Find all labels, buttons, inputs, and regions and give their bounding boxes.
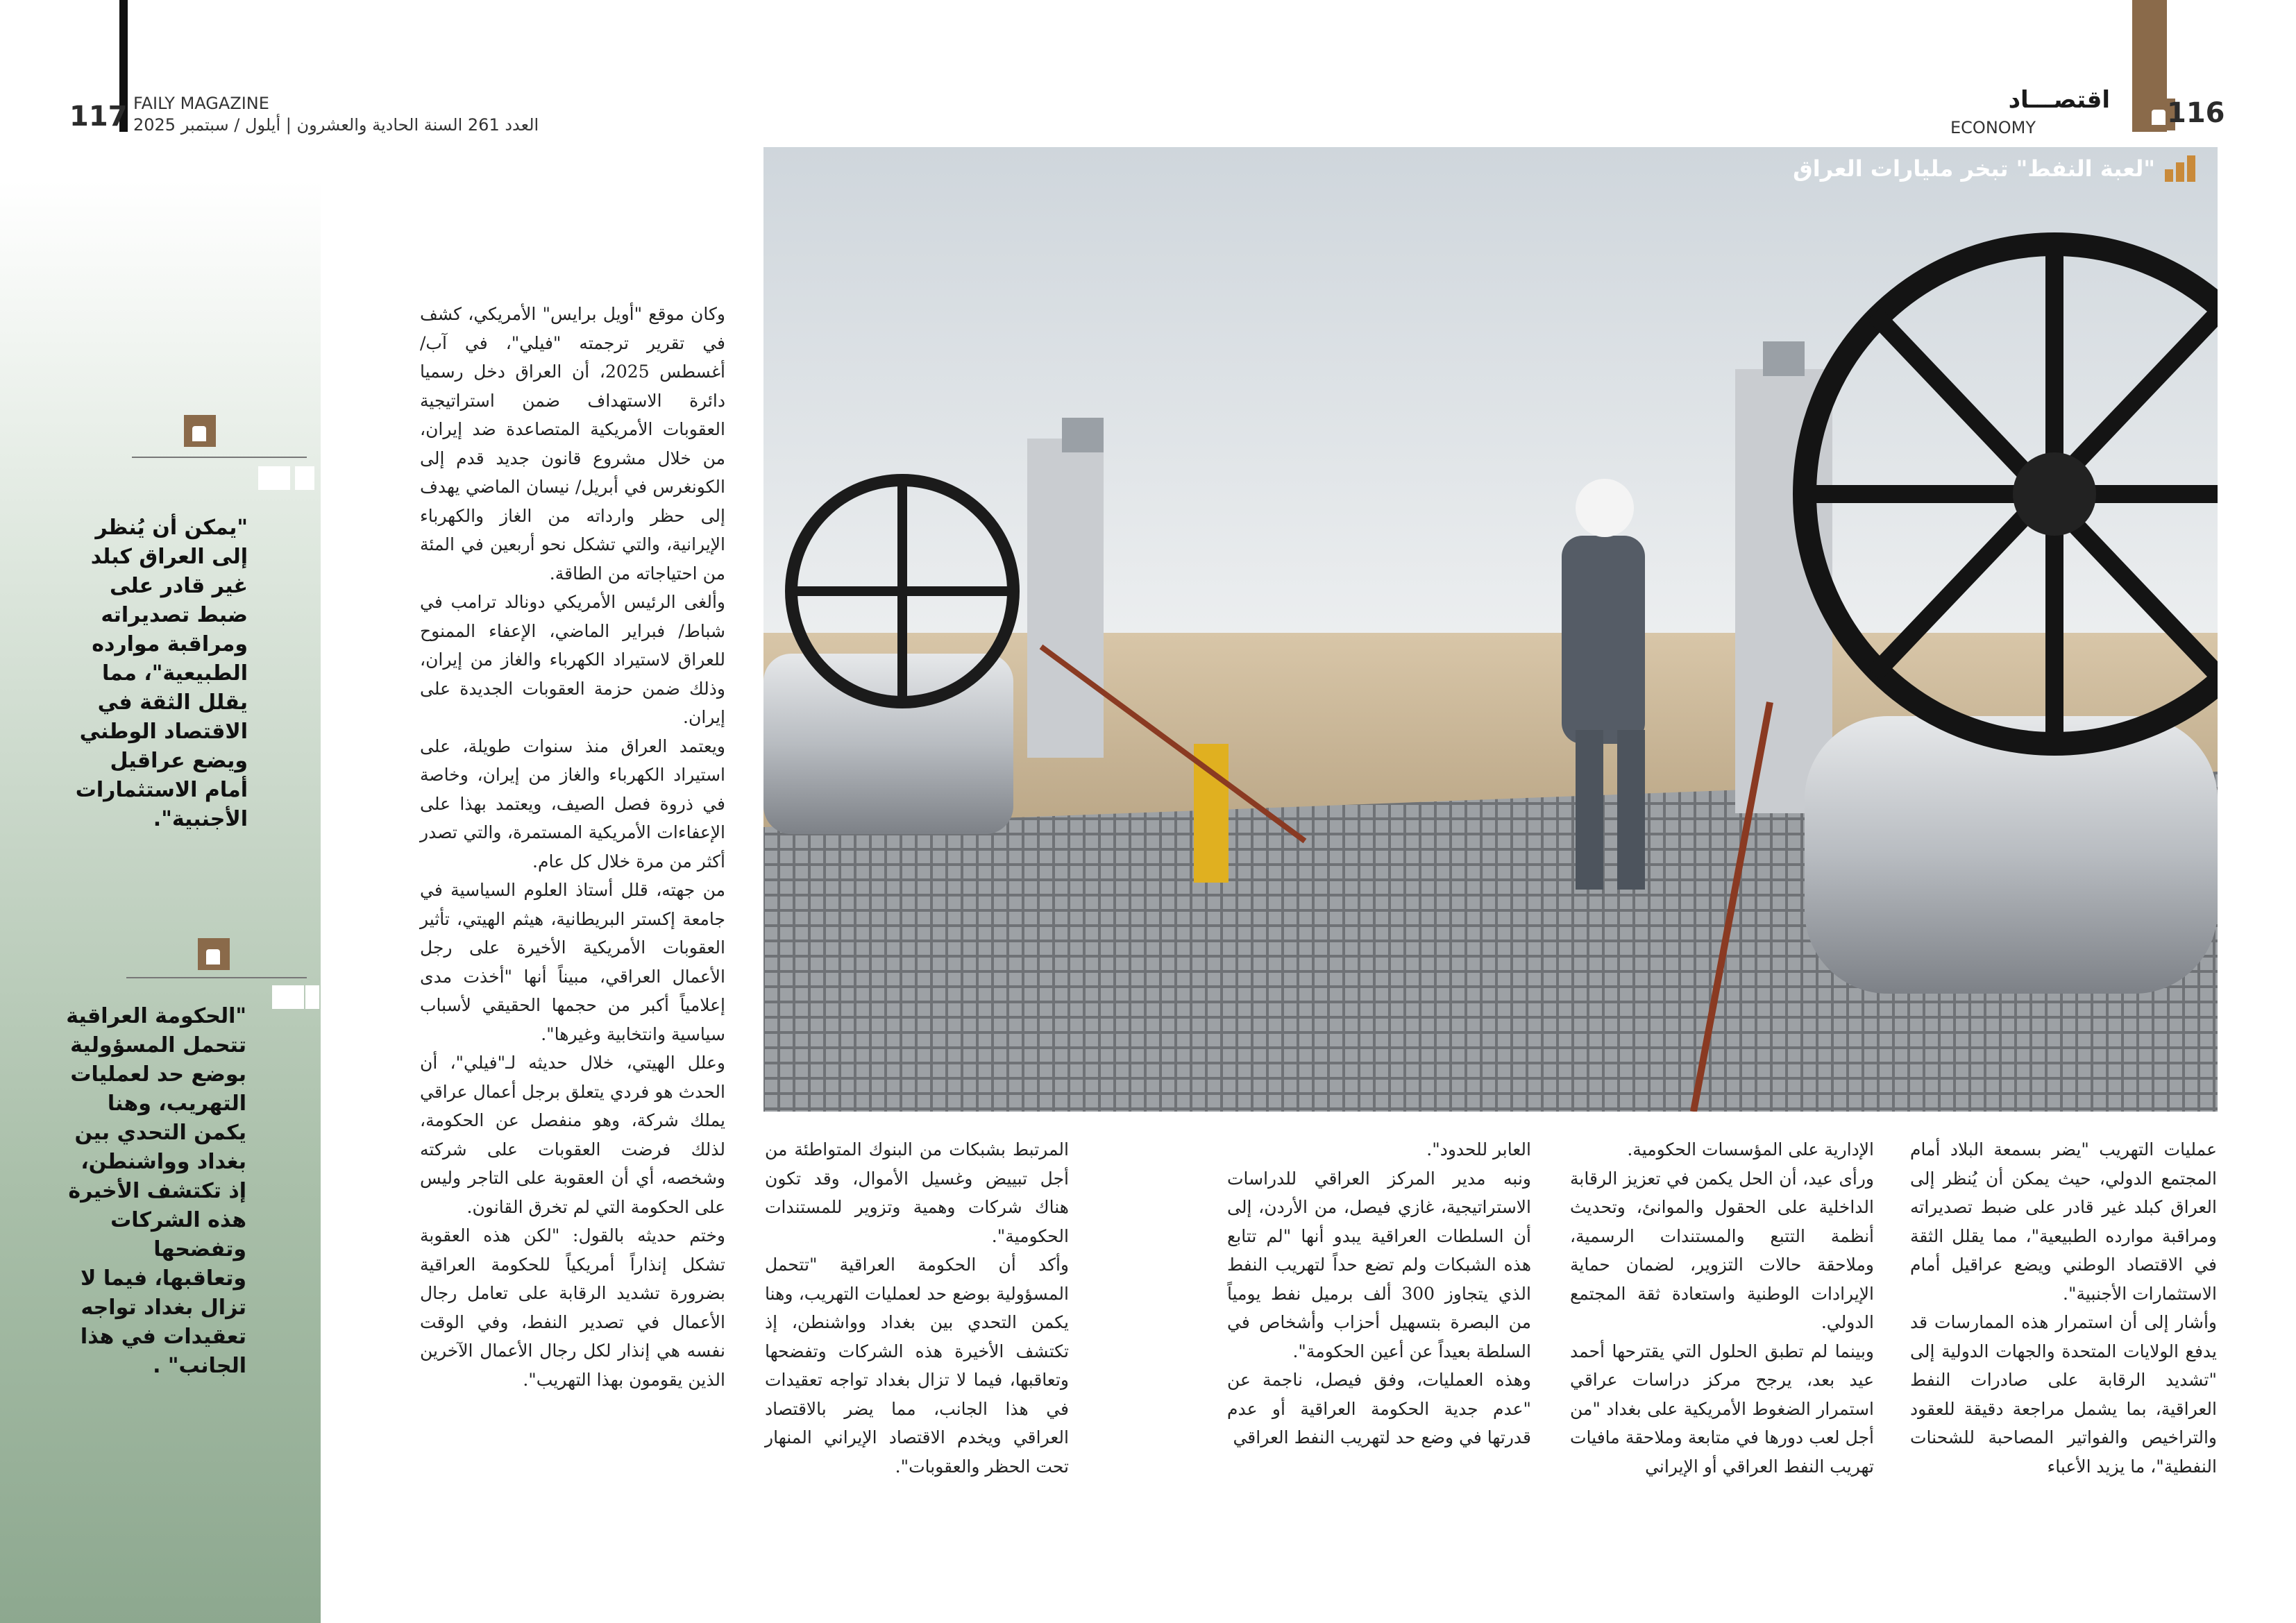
paragraph: وكان موقع "أويل برايس" الأمريكي، كشف في تقرير ترجمته "فيلي"، في آب/أغسطس 2025، أن العراق دخل رسميا دائرة الاستهداف ضمن استراتيجية العقوبات الأمريكية المتصاعدة ضد إيران، من خلال مشروع قانون جديد قدم إلى الكونغرس في أبريل/ نيسان الماضي يهدف إلى حظر وارداته من الغاز والكهرباء الإيرانية، والتي تشكل نحو أربعين في المئة من احتياجاته من الطاقة.	[420, 304, 726, 584]
quote-mark-icon	[258, 466, 290, 490]
quote-rule	[126, 977, 307, 978]
paragraph: وبينما لم تطبق الحلول التي يقترحها أحمد عيد بعد، يرجح مركز دراسات عراقي استمرار الضغوط الأمريكية على بغداد "من أجل لعب دورها في متابعة وملاحقة مافيات تهريب النفط العراقي أو الإيراني	[1570, 1341, 1874, 1477]
paragraph: عمليات التهريب "يضر بسمعة البلاد أمام المجتمع الدولي، حيث يمكن أن يُنظر إلى العراق كبلد غير قادر على ضبط تصديراته ومراقبة موارده الطبيعية"، مما يقلل الثقة في الاقتصاد الوطني ويضع عراقيل أمام الاستثمارات الأجنبية".	[1910, 1139, 2217, 1304]
article-column-bottom-2	[1227, 1135, 1531, 1452]
paragraph: ويعتمد العراق منذ سنوات طويلة، على استيراد الكهرباء والغاز من إيران، وخاصة في ذروة فصل الصيف، ويعتمد بهذا على الإعفاءات الأمريكية المستمرة، والتي تصدر أكثر من مرة خلال كل عام.	[420, 736, 725, 872]
article-column-left	[420, 300, 725, 1394]
pull-quote: "يمكن أن يُنظر إلى العراق كبلد غير قادر على ضبط تصديراته ومراقبة موارده الطبيعية"، مما يقلل الثقة في الاقتصاد الوطني ويضع عراقيل أمام الاستثمارات الأجنبية".	[75, 516, 248, 831]
oil-facility-photo	[763, 147, 2218, 1112]
quote-mark-icon	[305, 985, 319, 1009]
left-page-number: 117	[69, 101, 128, 133]
paragraph: الإدارية على المؤسسات الحكومية.	[1627, 1139, 1874, 1159]
quote-rule	[132, 457, 307, 458]
paragraph: وعلل الهيتي، خلال حديثه لـ"فيلي"، أن الحدث هو فردي يتعلق برجل أعمال عراقي يملك شركة، وهو منفصل عن الحكومة، لذلك فرضت العقوبات على شركته وشخصه، أي أن العقوبة على التاجر وليس على الحكومة التي لم تخرق القانون.	[420, 1053, 725, 1217]
paragraph: ورأى عيد، أن الحل يكمن في تعزيز الرقابة الداخلية على الحقول والموانئ، وتحديث أنظمة التتبع والمستندات الرسمية، وملاحقة حالات التزوير، لضمان حماية الإيرادات الوطنية واستعادة ثقة المجتمع الدولي.	[1570, 1168, 1874, 1332]
quote-logo-icon	[198, 938, 230, 970]
article-column-bottom-3	[1570, 1135, 1874, 1481]
quote-mark-icon	[295, 466, 314, 490]
paragraph: وأشار إلى أن استمرار هذه الممارسات قد يدفع الولايات المتحدة والجهات الدولية إلى "تشديد الرقابة على صادرات النفط العراقية، بما يشمل مراجعة دقيقة للعقود والتراخيص والفواتير المصاحبة للشحنات النفطية"، ما يزيد الأعباء	[1910, 1312, 2217, 1477]
magazine-name: FAILY MAGAZINE	[133, 94, 269, 113]
quote-mark-icon	[272, 985, 304, 1009]
paragraph: وأكد أن الحكومة العراقية "تتحمل المسؤولية بوضع حد لعمليات التهريب، وهنا يكمن التحدي بين بغداد وواشنطن، إذ تكتشف الأخيرة هذه الشركات وتفضحها وتعاقبها، فيما لا تزال بغداد تواجه تعقيدات في هذا الجانب، مما يضر بالاقتصاد العراقي ويخدم الاقتصاد الإيراني المنهار تحت الحظر والعقوبات".	[765, 1255, 1069, 1477]
paragraph: وألغى الرئيس الأمريكي دونالد ترامب في شباط/ فبراير الماضي، الإعفاء الممنوح للعراق لاستيراد الكهرباء والغاز من إيران، وذلك ضمن حزمة العقوبات الجديدة على إيران.	[420, 592, 725, 727]
article-column-bottom-1	[765, 1135, 1069, 1481]
section-title: اقتصـــاد	[2008, 86, 2110, 114]
paragraph: وختم حديثه بالقول: "لكن هذه العقوبة تشكل إنذاراً أمريكياً للحكومة العراقية بضرورة تشديد الرقابة على تعامل رجال الأعمال في تصدير النفط، وفي الوقت نفسه هي إنذار لكل رجال الأعمال الآخرين الذين يقومون بهذا التهريب".	[420, 1225, 725, 1390]
sidebar-panel	[0, 180, 321, 1623]
paragraph: من جهته، قلل أستاذ العلوم السياسية في جامعة إكستر البريطانية، هيثم الهيتي، تأثير العقوبات الأمريكية الأخيرة على رجل الأعمال العراقي، مبيناً أنها "أخذت مدى إعلامياً أكبر من حجمها الحقيقي لأسباب سياسية وانتخابية وغيرها".	[420, 880, 725, 1044]
right-page-number: 116	[2167, 97, 2225, 129]
quote-logo-icon	[184, 415, 216, 447]
paragraph: وهذه العمليات، وفق فيصل، ناجمة عن "عدم جدية الحكومة العراقية أو عدم قدرتها في وضع حد لتهريب النفط العراقي	[1227, 1370, 1531, 1447]
photo-caption	[1793, 155, 2195, 182]
photo-caption-text: "لعبة النفط" تبخر مليارات العراق	[1793, 155, 2155, 182]
paragraph: ونبه مدير المركز العراقي للدراسات الاستراتيجية، غازي فيصل، من الأردن، إلى أن السلطات العراقية يبدو أنها "لم تتابع هذه الشبكات ولم تضع حداً لتهريب النفط الذي يتجاوز 300 ألف برميل نفط يومياً من البصرة بتسهيل أحزاب وأشخاص في السلطة بعيداً عن أعين الحكومة".	[1227, 1168, 1531, 1361]
paragraph: العابر للحدود".	[1426, 1139, 1531, 1159]
pull-quote: "الحكومة العراقية تتحمل المسؤولية بوضع حد لعمليات التهريب، وهنا يكمن التحدي بين بغداد وواشنطن، إذ تكتشف الأخيرة هذه الشركات وتفضحها وتعاقبها، فيما لا تزال بغداد تواجه تعقيدات في هذا الجانب" .	[66, 1004, 246, 1378]
issue-line: العدد 261 السنة الحادية والعشرون | أيلول / سبتمبر 2025	[133, 115, 539, 135]
caption-bars-icon	[2165, 155, 2195, 182]
section-english: ECONOMY	[1950, 118, 2036, 137]
article-column-bottom-4	[1910, 1135, 2217, 1481]
paragraph: المرتبط بشبكات من البنوك المتواطئة من أجل تبييض وغسيل الأموال، وقد تكون هناك شركات وهمية وتزوير للمستندات الحكومية".	[765, 1139, 1069, 1246]
